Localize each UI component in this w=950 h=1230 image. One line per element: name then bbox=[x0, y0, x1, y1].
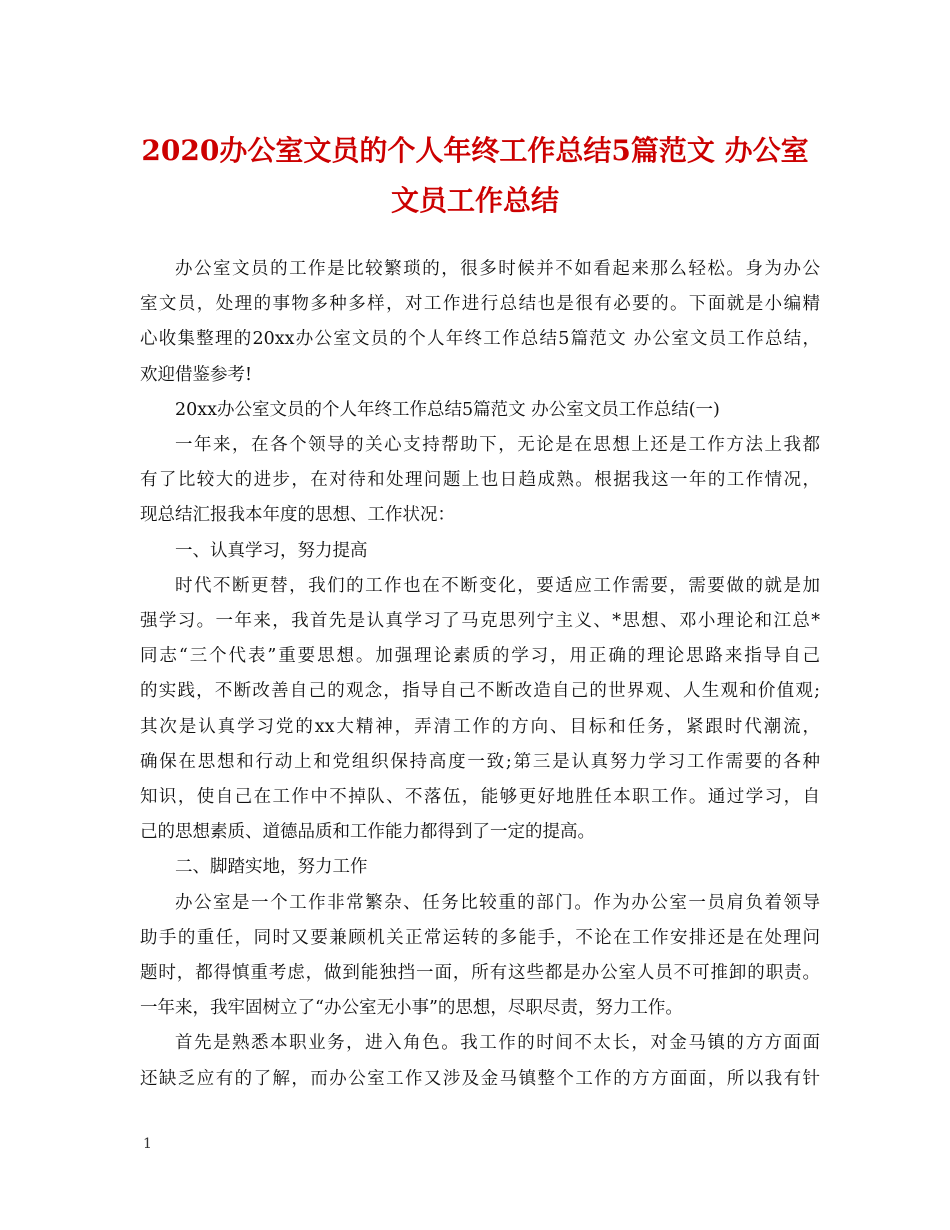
document-title bbox=[118, 126, 832, 226]
paragraph-line: 时代不断更替，我们的工作也在不断变化，要适应工作需要，需要做的就是加 bbox=[175, 575, 820, 596]
paragraph bbox=[140, 850, 820, 885]
paragraph-line: 二、脚踏实地，努力工作 bbox=[175, 857, 368, 878]
paragraph-line: 一年来，在各个领导的关心支持帮助下，无论是在思想上还是工作方法上我都 bbox=[175, 435, 820, 456]
paragraph bbox=[140, 252, 820, 393]
paragraph-line: 一年来，我牢固树立了“办公室无小事”的思想，尽职尽责，努力工作。 bbox=[140, 998, 683, 1019]
paragraph-line: 还缺乏应有的了解，而办公室工作又涉及金马镇整个工作的方方面面，所以我有针 bbox=[140, 1068, 820, 1089]
page-number: 1 bbox=[143, 1136, 152, 1152]
paragraph-line: 其次是认真学习党的xx大精神，弄清工作的方向、目标和任务，紧跟时代潮流， bbox=[140, 716, 820, 737]
paragraph-line: 20xx办公室文员的个人年终工作总结5篇范文 办公室文员工作总结(一) bbox=[175, 399, 720, 420]
paragraph-line: 确保在思想和行动上和党组织保持高度一致;第三是认真努力学习工作需要的各种 bbox=[140, 751, 820, 772]
paragraph-line: 己的思想素质、道德品质和工作能力都得到了一定的提高。 bbox=[140, 822, 595, 843]
paragraph-line: 一、认真学习，努力提高 bbox=[175, 540, 368, 561]
document-body bbox=[140, 252, 820, 1097]
paragraph-line: 知识，使自己在工作中不掉队、不落伍，能够更好地胜任本职工作。通过学习，自 bbox=[140, 787, 820, 808]
paragraph-line: 题时，都得慎重考虑，做到能独挡一面，所有这些都是办公室人员不可推卸的职责。 bbox=[140, 963, 820, 984]
paragraph-line: 的实践，不断改善自己的观念，指导自己不断改造自己的世界观、人生观和价值观; bbox=[140, 681, 820, 702]
title-line: 文员工作总结 bbox=[390, 184, 559, 217]
paragraph-line: 现总结汇报我本年度的思想、工作状况： bbox=[140, 505, 455, 526]
paragraph bbox=[140, 1026, 820, 1096]
paragraph-line: 强学习。一年来，我首先是认真学习了马克思列宁主义、*思想、邓小理论和江总* bbox=[140, 611, 820, 632]
paragraph-line: 欢迎借鉴参考! bbox=[140, 364, 253, 385]
paragraph bbox=[140, 428, 820, 534]
paragraph bbox=[140, 569, 820, 851]
paragraph-line: 同志“三个代表”重要思想。加强理论素质的学习，用正确的理论思路来指导自己 bbox=[140, 646, 820, 667]
paragraph bbox=[140, 886, 820, 1027]
paragraph-line: 室文员，处理的事物多种多样，对工作进行总结也是很有必要的。下面就是小编精 bbox=[140, 294, 820, 315]
paragraph-line: 办公室文员的工作是比较繁琐的，很多时候并不如看起来那么轻松。身为办公 bbox=[175, 259, 820, 279]
paragraph-line: 首先是熟悉本职业务，进入角色。我工作的时间不太长，对金马镇的方方面面 bbox=[175, 1033, 820, 1054]
paragraph-line: 办公室是一个工作非常繁杂、任务比较重的部门。作为办公室一员肩负着领导 bbox=[175, 892, 820, 913]
paragraph-line: 心收集整理的20xx办公室文员的个人年终工作总结5篇范文 办公室文员工作总结， bbox=[140, 329, 820, 350]
paragraph-line: 助手的重任，同时又要兼顾机关正常运转的多能手，不论在工作安排还是在处理问 bbox=[140, 927, 820, 948]
title-line: 2020办公室文员的个人年终工作总结5篇范文 办公室 bbox=[141, 134, 809, 167]
paragraph bbox=[140, 393, 820, 428]
paragraph-line: 有了比较大的进步，在对待和处理问题上也日趋成熟。根据我这一年的工作情况， bbox=[140, 470, 820, 491]
paragraph bbox=[140, 534, 820, 569]
